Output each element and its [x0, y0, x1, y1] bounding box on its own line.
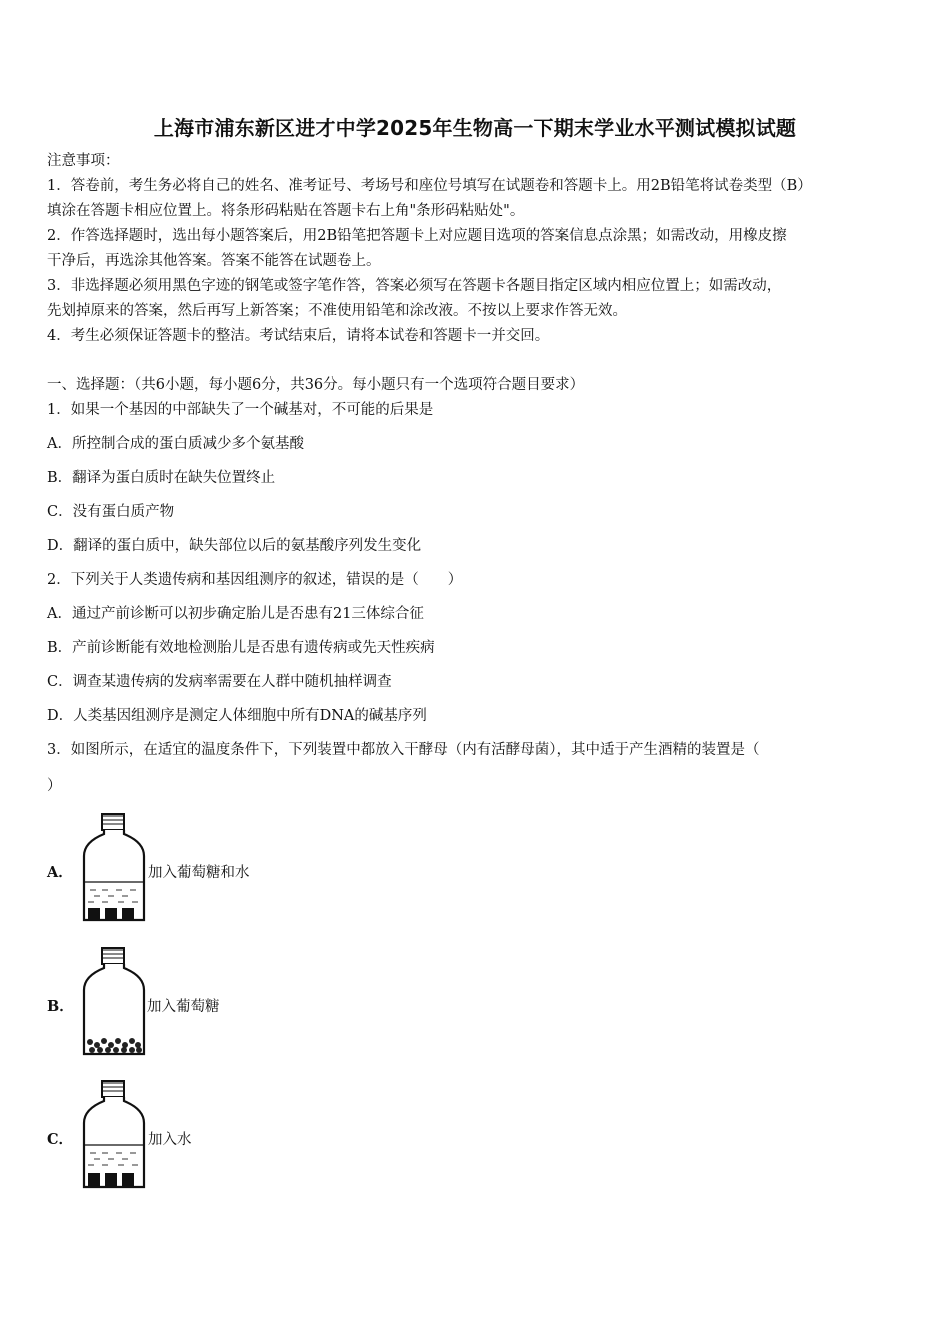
notice-line: 干净后，再选涂其他答案。答案不能答在试题卷上。	[47, 253, 381, 269]
question-2-option-d: D．人类基因组测序是测定人体细胞中所有DNA的碱基序列	[47, 708, 427, 724]
question-3-option-c-label: 加入水	[148, 1132, 192, 1148]
question-3-option-b-label: 加入葡萄糖	[147, 999, 220, 1015]
question-3-stem-end: ）	[47, 778, 62, 794]
question-3-option-a-letter: A．	[47, 864, 73, 881]
section-heading: 一、选择题：（共6小题，每小题6分，共36分。每小题只有一个选项符合题目要求）	[47, 377, 585, 393]
notice-line: 填涂在答题卡相应位置上。将条形码粘贴在答题卡右上角"条形码粘贴处"。	[47, 203, 525, 219]
notice-line: 2．作答选择题时，选出每小题答案后，用2B铅笔把答题卡上对应题目选项的答案信息点涂黑；如需改动，用橡皮擦	[47, 228, 787, 244]
question-2-option-c: C．调查某遗传病的发病率需要在人群中随机抽样调查	[47, 674, 392, 690]
bottle-a-figure	[78, 812, 150, 924]
notice-line: 4．考生必须保证答题卡的整洁。考试结束后，请将本试卷和答题卡一并交回。	[47, 328, 550, 344]
question-3-option-c-letter: C．	[47, 1131, 74, 1148]
question-3-stem: 3．如图所示，在适宜的温度条件下，下列装置中都放入干酵母（内有活酵母菌），其中适于产生酒精的装置是（	[47, 742, 760, 758]
page-title: 上海市浦东新区进才中学2025年生物高一下期末学业水平测试模拟试题	[153, 116, 797, 140]
question-1-option-a: A．所控制合成的蛋白质减少多个氨基酸	[47, 436, 304, 452]
question-2-option-a: A．通过产前诊断可以初步确定胎儿是否患有21三体综合征	[47, 606, 424, 622]
question-1-option-b: B．翻译为蛋白质时在缺失位置终止	[47, 470, 276, 486]
bottle-c-figure	[78, 1079, 150, 1191]
question-1-option-d: D．翻译的蛋白质中，缺失部位以后的氨基酸序列发生变化	[47, 538, 422, 554]
question-2-option-b: B．产前诊断能有效地检测胎儿是否患有遗传病或先天性疾病	[47, 640, 435, 656]
notice-line: 1．答卷前，考生务必将自己的姓名、准考证号、考场号和座位号填写在试题卷和答题卡上。用2B铅笔将试卷类型（B）	[47, 178, 812, 194]
question-2-stem: 2．下列关于人类遗传病和基因组测序的叙述，错误的是（ ）	[47, 572, 463, 588]
notice-line: 3．非选择题必须用黑色字迹的钢笔或签字笔作答，答案必须写在答题卡各题目指定区域内相应位置上；如需改动，	[47, 278, 782, 294]
question-1-option-c: C．没有蛋白质产物	[47, 504, 175, 520]
notice-line: 先划掉原来的答案，然后再写上新答案；不准使用铅笔和涂改液。不按以上要求作答无效。	[47, 303, 627, 319]
notice-heading: 注意事项：	[47, 153, 120, 169]
bottle-b-figure	[78, 946, 150, 1058]
question-3-option-a-label: 加入葡萄糖和水	[148, 865, 250, 881]
question-3-option-b-letter: B．	[47, 998, 74, 1015]
question-1-stem: 1．如果一个基因的中部缺失了一个碱基对，不可能的后果是	[47, 402, 434, 418]
